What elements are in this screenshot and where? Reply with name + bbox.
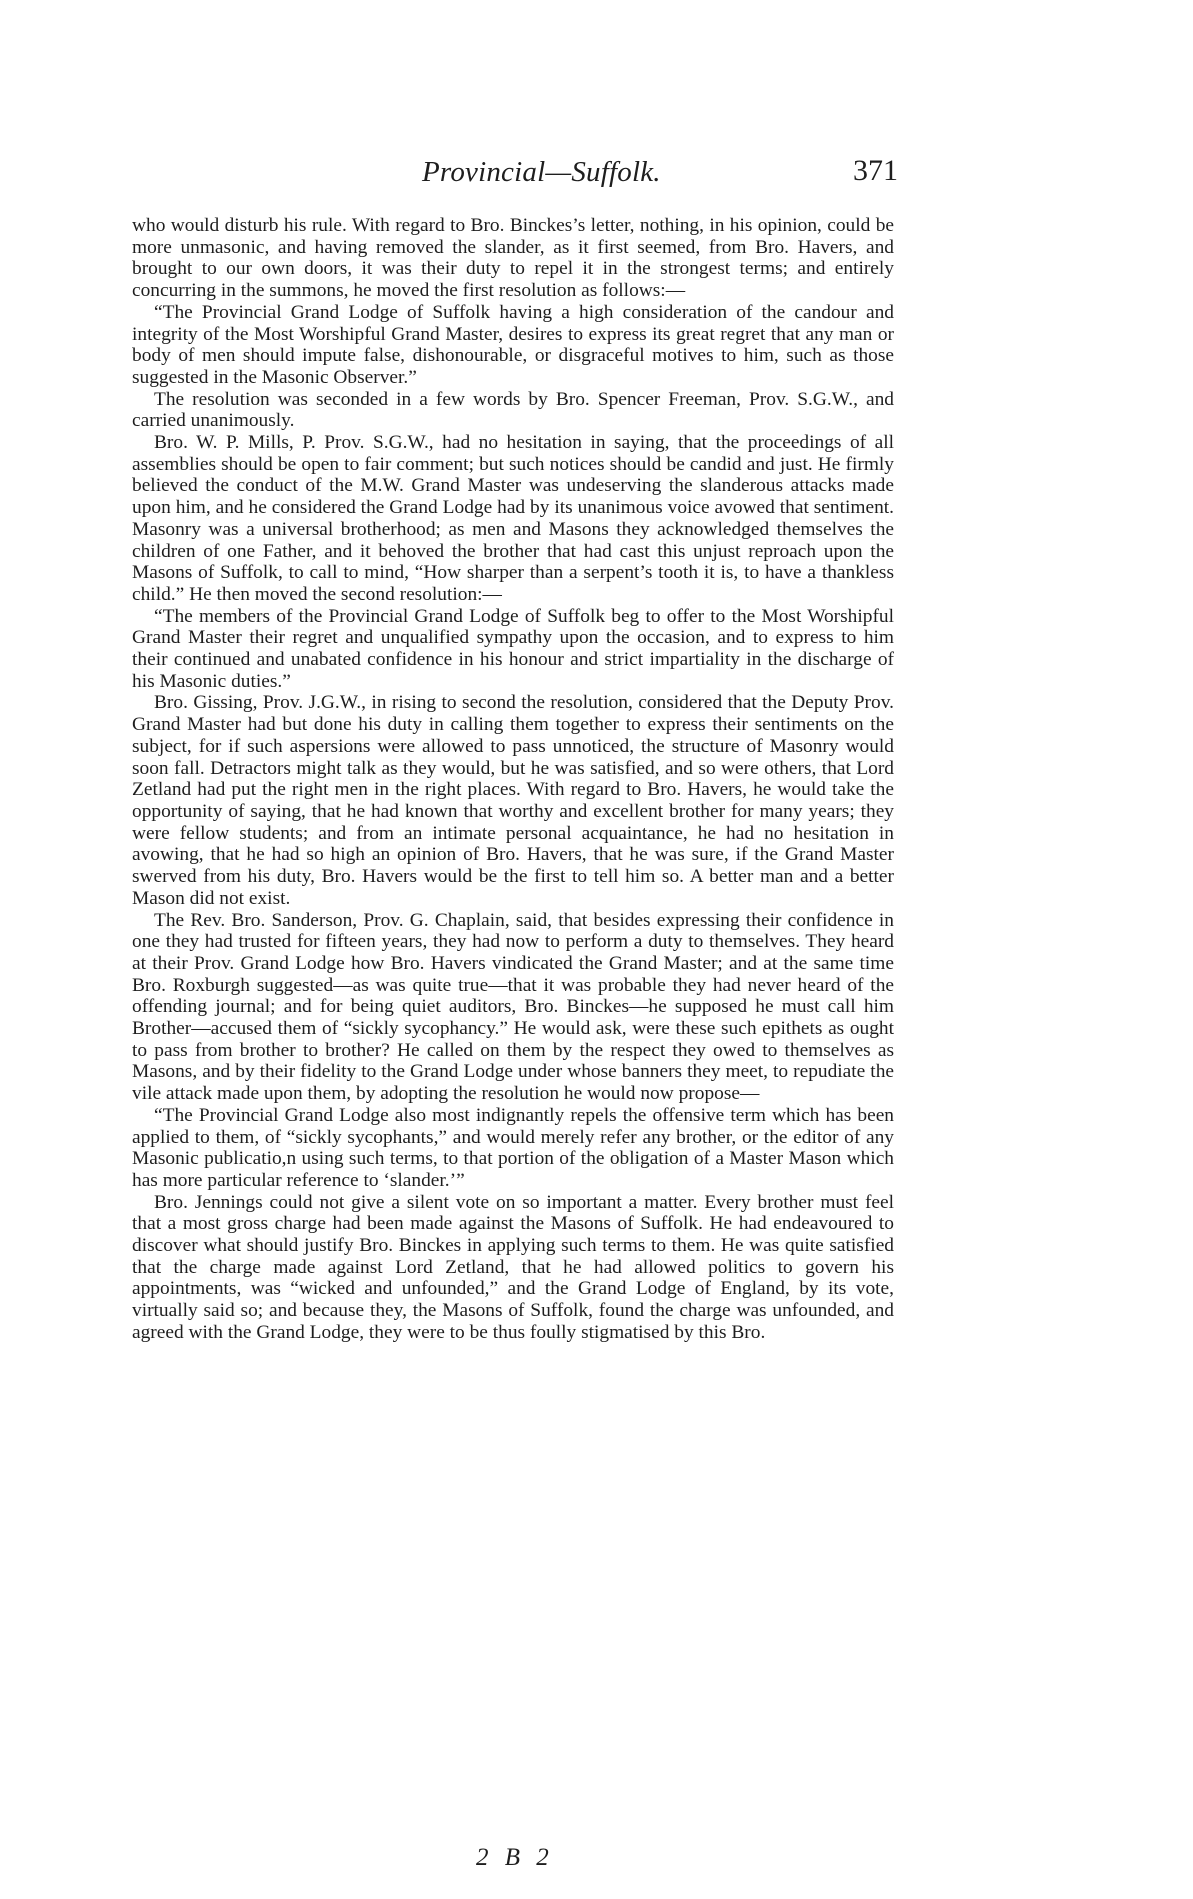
paragraph-gissing: Bro. Gissing, Prov. J.G.W., in rising to second the resolution, considered that the Deputy Prov. Grand Master had but done his duty in calling them together to express their sentiments on the subject, for if such aspersions were allowed to pass unnoticed, the structure of Masonry would soon fall. Detractors might talk as they would, but he was satisfied, and so were others, that Lord Zetland had put the right men in the right places. With regard to Bro. Havers, he would take the opportunity of saying, that he had known that worthy and excellent brother for many years; they were fellow students; and from an intimate personal acquaintance, he had no hesitation in avowing, that he had so high an opinion of Bro. Havers, that he was sure, if the Grand Master swerved from his duty, Bro. Havers would be the first to tell him so. A better man and a better Mason did not exist.: [132, 692, 894, 909]
paragraph-jennings: Bro. Jennings could not give a silent vote on so important a matter. Every brother must feel that a most gross charge had been made against the Masons of Suffolk. He had endeavoured to discover what should justify Bro. Binckes in applying such terms to them. He was quite satisfied that the charge made against Lord Zetland, that he had allowed politics to govern his appointments, was “wicked and unfounded,” and the Grand Lodge of England, by its vote, virtually said so; and because they, the Masons of Suffolk, found the charge was unfounded, and agreed with the Grand Lodge, they were to be thus foully stigmatised by this Bro.: [132, 1191, 894, 1343]
paragraph-third-resolution: “The Provincial Grand Lodge also most indignantly repels the offensive term which has been applied to them, of “sickly sycophants,” and would merely refer any brother, or the editor of any Masonic publicatio,n using such terms, to that portion of the obligation of a Master Mason which has more particular reference to ‘slander.’”: [132, 1104, 894, 1191]
paragraph-mills: Bro. W. P. Mills, P. Prov. S.G.W., had no hesitation in saying, that the proceedings of all assemblies should be open to fair comment; but such notices should be candid and just. He firmly believed the conduct of the M.W. Grand Master was undeserving the slanderous attacks made upon him, and he considered the Grand Lodge had by its unanimous voice avowed that sentiment. Masonry was a universal brotherhood; as men and Masons they acknowledged themselves the children of one Father, and it behoved the brother that had cast this unjust reproach upon the Masons of Suffolk, to call to mind, “How sharper than a serpent’s tooth it is, to have a thankless child.” He then moved the second resolution:—: [132, 432, 894, 605]
paragraph-sanderson: The Rev. Bro. Sanderson, Prov. G. Chaplain, said, that besides expressing their confidence in one they had trusted for fifteen years, they had now to perform a duty to themselves. They heard at their Prov. Grand Lodge how Bro. Havers vindicated the Grand Master; and at the same time Bro. Roxburgh suggested—as was quite true—that it was probable they had never heard of the offending journal; and for being quiet auditors, Bro. Binckes—he supposed he must call him Brother—accused them of “sickly sycophancy.” He would ask, were these such epithets as ought to pass from brother to brother? He called on them by the respect they owed to themselves as Masons, and by their fidelity to the Grand Lodge under whose banners they meet, to repudiate the vile attack made upon them, by adopting the resolution he would now propose—: [132, 909, 894, 1105]
running-title: Provincial—Suffolk.: [422, 156, 661, 188]
paragraph-seconded: The resolution was seconded in a few words by Bro. Spencer Freeman, Prov. S.G.W., and carried unanimously.: [132, 388, 894, 432]
running-head: [132, 150, 898, 194]
paragraph-second-resolution: “The members of the Provincial Grand Lodge of Suffolk beg to offer to the Most Worshipful Grand Master their regret and unqualified sympathy upon the occasion, and to express to him their continued and unabated confidence in his honour and strict impartiality in the discharge of his Masonic duties.”: [132, 605, 894, 692]
page-number: 371: [853, 154, 898, 187]
signature-mark: 2 B 2: [476, 1844, 554, 1871]
paragraph-continuation: who would disturb his rule. With regard to Bro. Binckes’s letter, nothing, in his opinion, could be more unmasonic, and having removed the slander, as it first seemed, from Bro. Havers, and brought to our own doors, it was their duty to repel it in the strongest terms; and entirely concurring in the summons, he moved the first resolution as follows:—: [132, 215, 894, 302]
body-text: [132, 215, 894, 1344]
paragraph-first-resolution: “The Provincial Grand Lodge of Suffolk having a high consideration of the candour and integrity of the Most Worshipful Grand Master, desires to express its great regret that any man or body of men should impute false, dishonourable, or disgraceful motives to him, such as those suggested in the Masonic Observer.”: [132, 301, 894, 388]
